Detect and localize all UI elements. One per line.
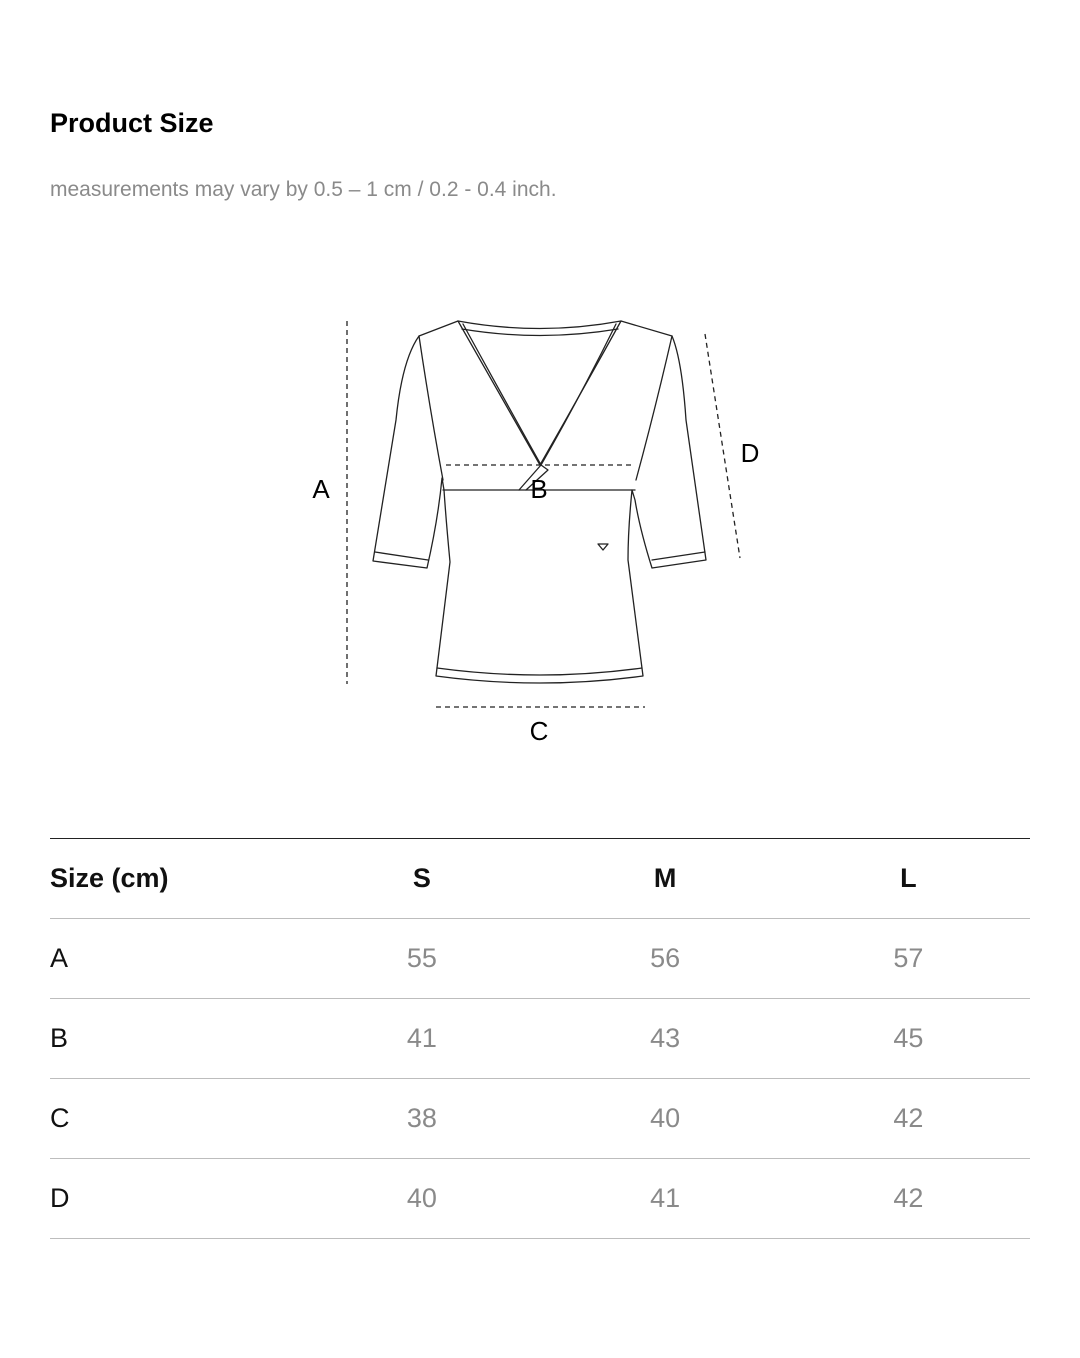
table-cell: 42 [787, 1159, 1030, 1239]
table-header-row [50, 839, 1030, 919]
table-cell: 57 [787, 919, 1030, 999]
table-cell: 56 [543, 919, 786, 999]
page-title: Product Size [50, 108, 214, 138]
label-b: B [530, 474, 548, 504]
table-row [50, 999, 1030, 1079]
table-row [50, 1079, 1030, 1159]
size-header-label: Size (cm) [50, 839, 300, 919]
measurement-note: measurements may vary by 0.5 – 1 cm / 0.2 - 0.4 inch. [50, 178, 557, 201]
table-cell: 42 [787, 1079, 1030, 1159]
table-cell: 40 [543, 1079, 786, 1159]
row-label: D [50, 1159, 300, 1239]
row-label: A [50, 919, 300, 999]
table-row [50, 1159, 1030, 1239]
table-cell: 41 [543, 1159, 786, 1239]
table-cell: 41 [300, 999, 543, 1079]
table-cell: 43 [543, 999, 786, 1079]
size-header-m: M [543, 839, 786, 919]
row-label: C [50, 1079, 300, 1159]
label-d: D [740, 438, 760, 468]
table-row [50, 919, 1030, 999]
label-a: A [312, 474, 330, 504]
size-header-s: S [300, 839, 543, 919]
table-cell: 38 [300, 1079, 543, 1159]
measurement-guides [347, 321, 740, 707]
guide-d [705, 334, 740, 558]
label-c: C [529, 716, 549, 746]
table-cell: 40 [300, 1159, 543, 1239]
table-cell: 55 [300, 919, 543, 999]
table-cell: 45 [787, 999, 1030, 1079]
size-table [50, 838, 1030, 1239]
row-label: B [50, 999, 300, 1079]
size-header-l: L [787, 839, 1030, 919]
